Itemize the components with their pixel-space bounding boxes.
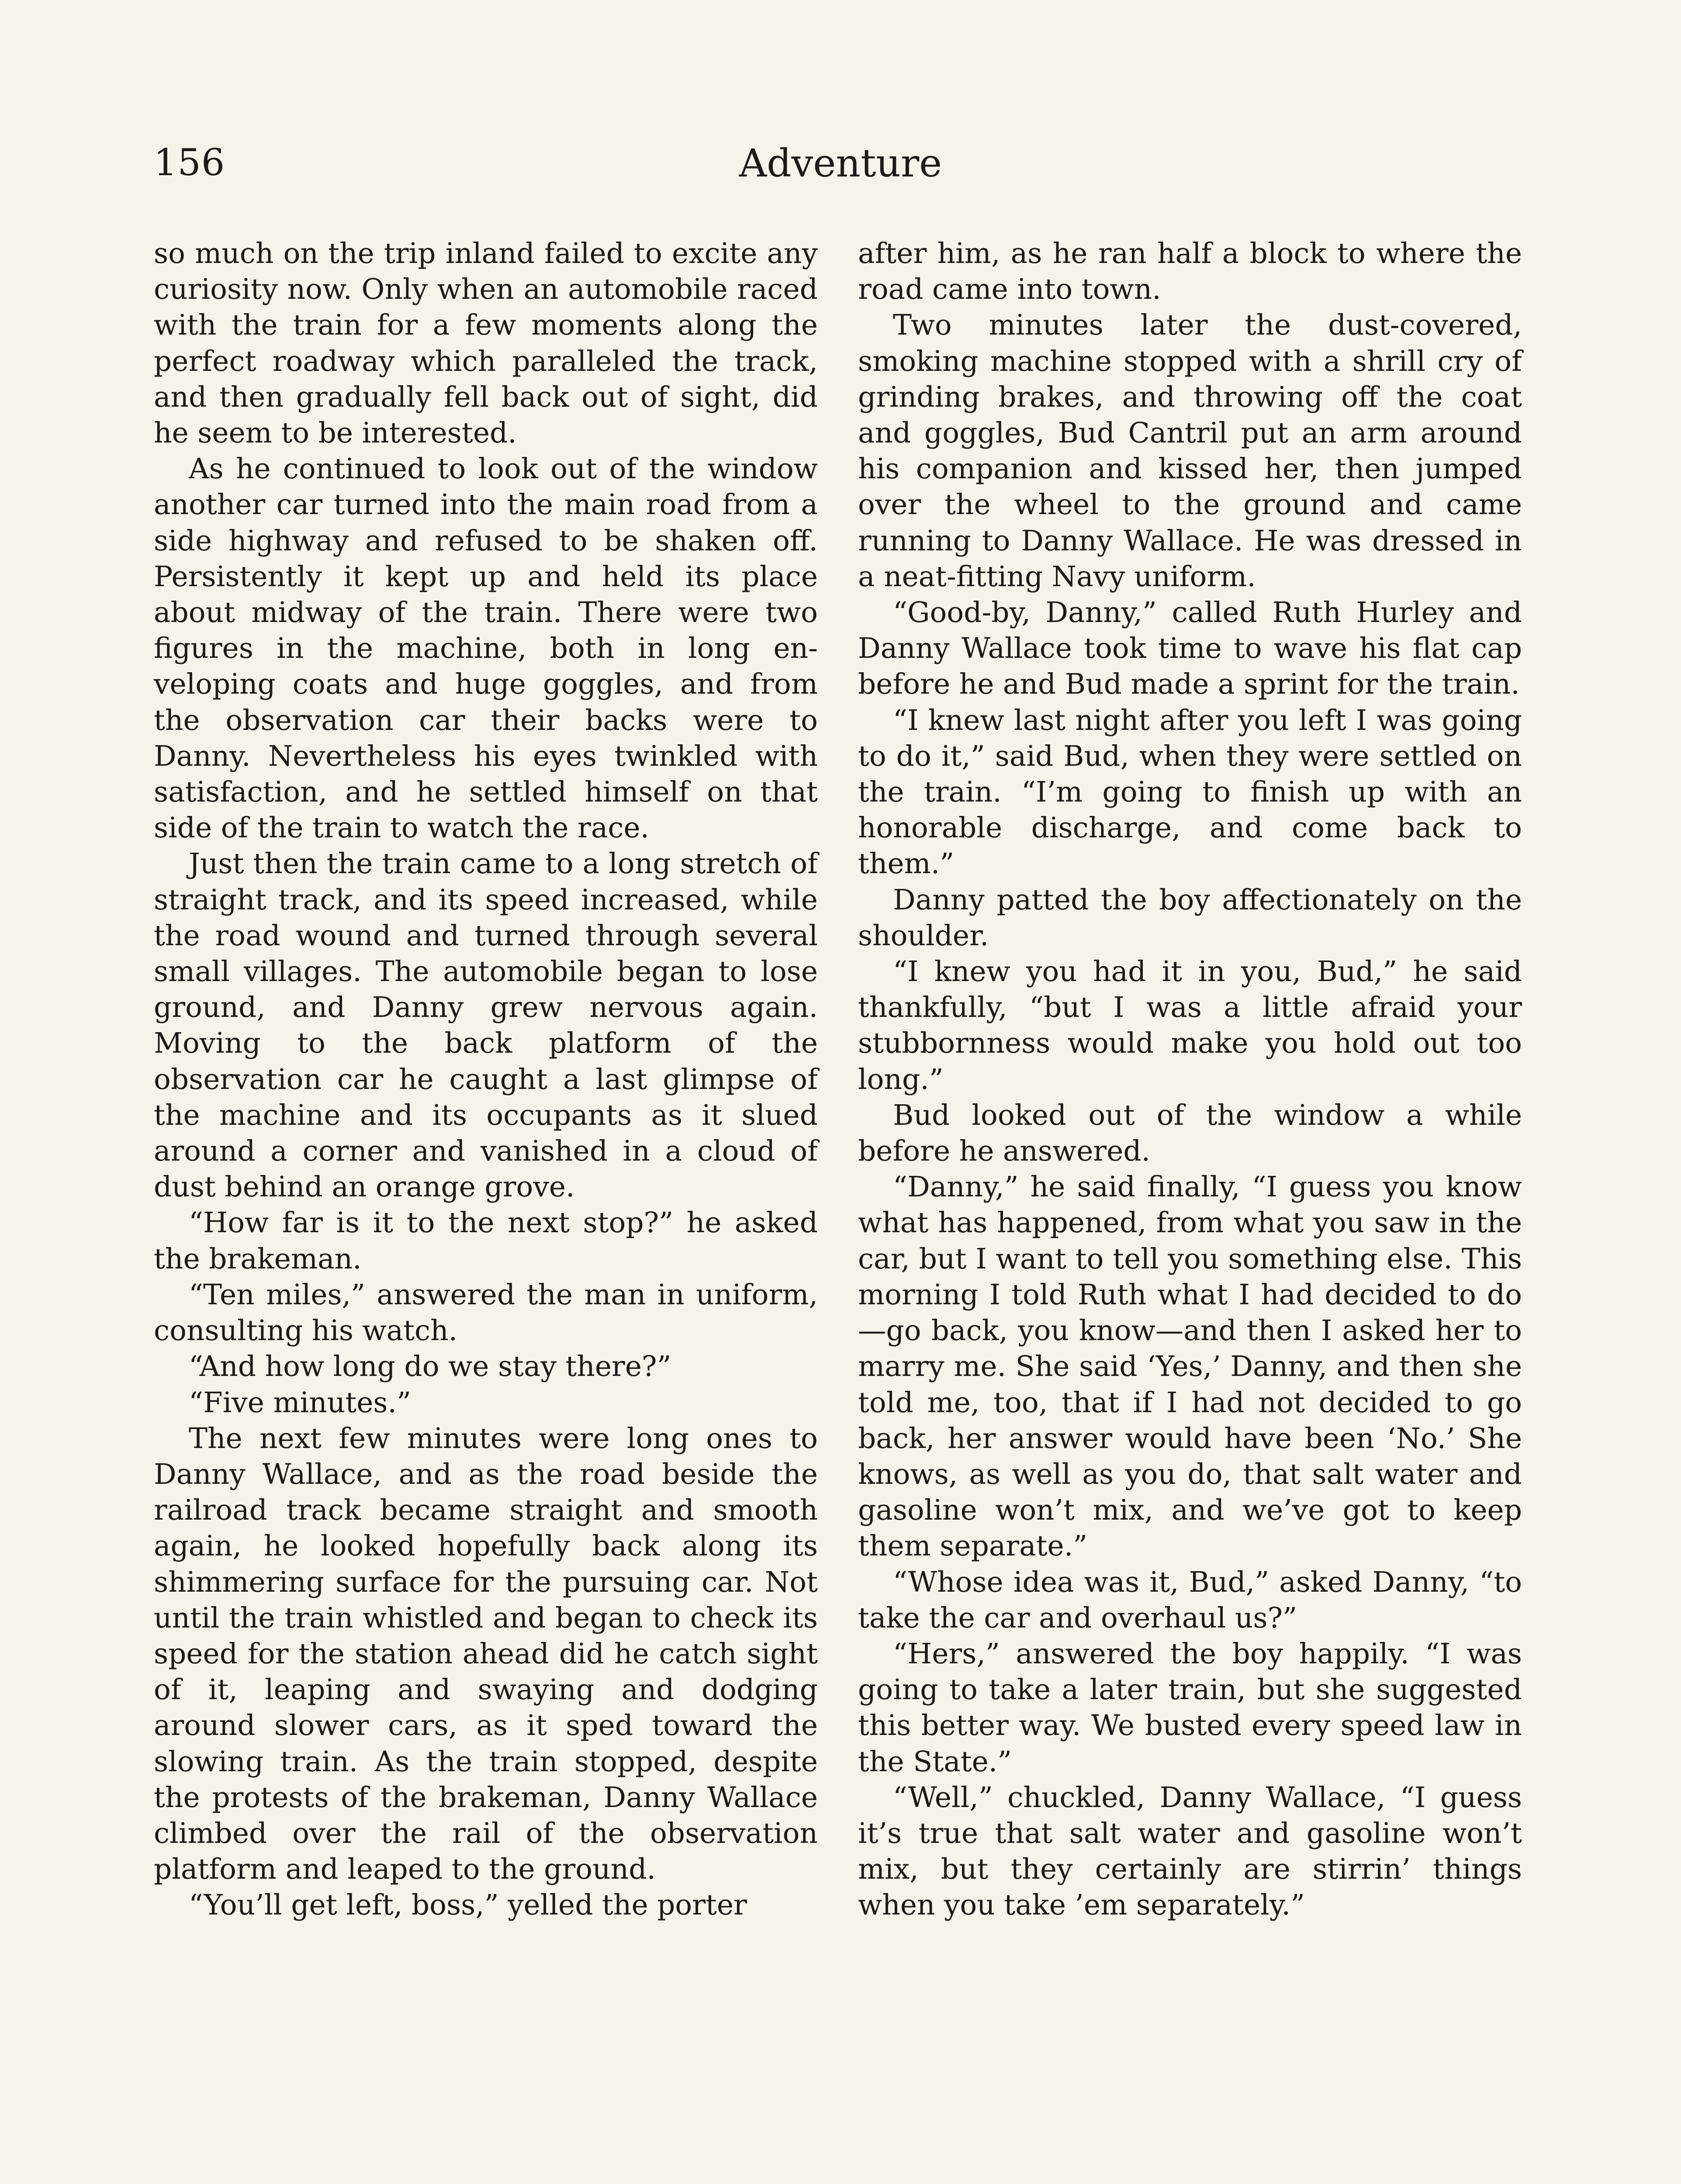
- paragraph: “Danny,” he said finally, “I guess you know what has happened, from what you saw in the car, but I want to tell you something else. This morning I told Ruth what I had decided to do—go back, you know—and then I asked her to marry me. She said ‘Yes,’ Danny, and then she told me, too, that if I had not decided to go back, her answer would have been ‘No.’ She knows, as well as you do, that salt water and gasoline won’t mix, and we’ve got to keep them separate.”: [858, 1171, 1522, 1563]
- paragraph: “Ten miles,” answered the man in uniform, consulting his watch.: [154, 1278, 818, 1348]
- paragraph: “Well,” chuckled, Danny Wallace, “I guess it’s true that salt water and gasoline won’t mix, but they certainly are stirrin’ things when you take ’em separately.”: [858, 1781, 1522, 1922]
- paragraph: “Whose idea was it, Bud,” asked Danny, “to take the car and overhaul us?”: [858, 1565, 1522, 1635]
- page-number: 156: [154, 141, 225, 184]
- paragraph: “Good-by, Danny,” called Ruth Hurley and Danny Wallace took time to wave his flat cap before he and Bud made a sprint for the train.: [858, 596, 1522, 701]
- paragraph: “I knew last night after you left I was going to do it,” said Bud, when they were settled on the train. “I’m going to finish up with an honorable discharge, and come back to them.”: [858, 704, 1522, 881]
- running-title: Adventure: [739, 141, 942, 186]
- paragraph: Danny patted the boy affectionately on the shoulder.: [858, 883, 1522, 952]
- paragraph: “Hers,” answered the boy happily. “I was going to take a later train, but she suggested this better way. We busted every speed law in the State.”: [858, 1637, 1522, 1778]
- paragraph: so much on the trip inland failed to excite any curiosity now. Only when an automobile raced with the train for a few moments along the perfect roadway which paralleled the track, and then gradually fell back out of sight, did he seem to be interested.: [154, 237, 818, 450]
- paragraph: As he continued to look out of the window another car turned into the main road from a side highway and refused to be shaken off. Persistently it kept up and held its place about midway of the train. There were two figures in the machine, both in long enveloping coats and huge goggles, and from the observation car their backs were to Danny. Nevertheless his eyes twinkled with satisfaction, and he settled himself on that side of the train to watch the race.: [154, 453, 818, 845]
- paragraph: “You’ll get left, boss,” yelled the porter: [189, 1889, 747, 1922]
- paragraph: “Five minutes.”: [189, 1386, 412, 1419]
- left-column: [154, 236, 818, 1924]
- right-column: [858, 236, 1522, 1924]
- paragraph: Just then the train came to a long stretch of straight track, and its speed increased, while the road wound and turned through several small villages. The automobile began to lose ground, and Danny grew nervous again. Moving to the back platform of the observation car he caught a last glimpse of the machine and its occupants as it slued around a corner and vanished in a cloud of dust behind an orange grove.: [154, 847, 818, 1204]
- paragraph: Bud looked out of the window a while before he answered.: [858, 1099, 1522, 1168]
- paragraph: The next few minutes were long ones to Danny Wallace, and as the road beside the railroad track became straight and smooth again, he looked hopefully back along its shimmering surface for the pursuing car. Not until the train whistled and began to check its speed for the station ahead did he catch sight of it, leaping and swaying and dodging around slower cars, as it sped toward the slowing train. As the train stopped, despite the protests of the brakeman, Danny Wallace climbed over the rail of the observation platform and leaped to the ground.: [154, 1422, 818, 1886]
- paragraph: “I knew you had it in you, Bud,” he said thankfully, “but I was a little afraid your stubbornness would make you hold out too long.”: [858, 955, 1522, 1096]
- paragraph: “And how long do we stay there?”: [189, 1350, 671, 1383]
- paragraph: Two minutes later the dust-covered, smoking machine stopped with a shrill cry of grinding brakes, and throwing off the coat and goggles, Bud Cantril put an arm around his companion and kissed her, then jumped over the wheel to the ground and came running to Danny Wallace. He was dressed in a neat-fitting Navy uniform.: [858, 309, 1522, 593]
- paragraph: after him, as he ran half a block to where the road came into town.: [858, 237, 1522, 306]
- paragraph: “How far is it to the next stop?” he asked the brakeman.: [154, 1206, 818, 1275]
